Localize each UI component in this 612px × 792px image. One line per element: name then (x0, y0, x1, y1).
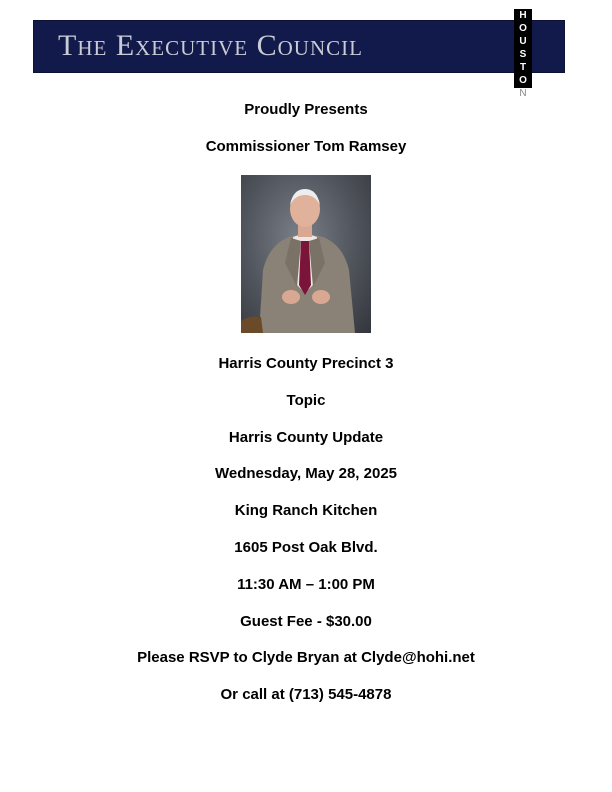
speaker-portrait-illustration (241, 175, 371, 333)
houston-letter: O (519, 75, 527, 86)
organization-title: The Executive Council (58, 29, 363, 62)
topic-line: Harris County Update (228, 429, 384, 446)
speaker-name: Commissioner Tom Ramsey (205, 138, 407, 155)
phone-line: Or call at (713) 545-4878 (220, 686, 392, 703)
speaker-photo (241, 175, 371, 333)
guest-fee: Guest Fee - $30.00 (240, 613, 372, 630)
houston-letter: O (519, 23, 527, 34)
presents-line: Proudly Presents (244, 101, 368, 118)
houston-letter: H (519, 10, 527, 21)
office-line: Harris County Precinct 3 (218, 355, 394, 372)
venue-name: King Ranch Kitchen (234, 502, 378, 519)
venue-address: 1605 Post Oak Blvd. (234, 539, 378, 556)
houston-letter: T (519, 62, 527, 73)
houston-letter: S (519, 49, 527, 60)
topic-label: Topic (286, 392, 326, 409)
rsvp-line: Please RSVP to Clyde Bryan at Clyde@hohi.net (137, 649, 475, 666)
event-date: Wednesday, May 28, 2025 (214, 465, 398, 482)
houston-letters (514, 9, 532, 100)
header-banner (33, 20, 565, 73)
houston-letter: U (519, 36, 527, 47)
houston-letter: N (519, 88, 527, 99)
event-time: 11:30 AM – 1:00 PM (237, 576, 375, 593)
